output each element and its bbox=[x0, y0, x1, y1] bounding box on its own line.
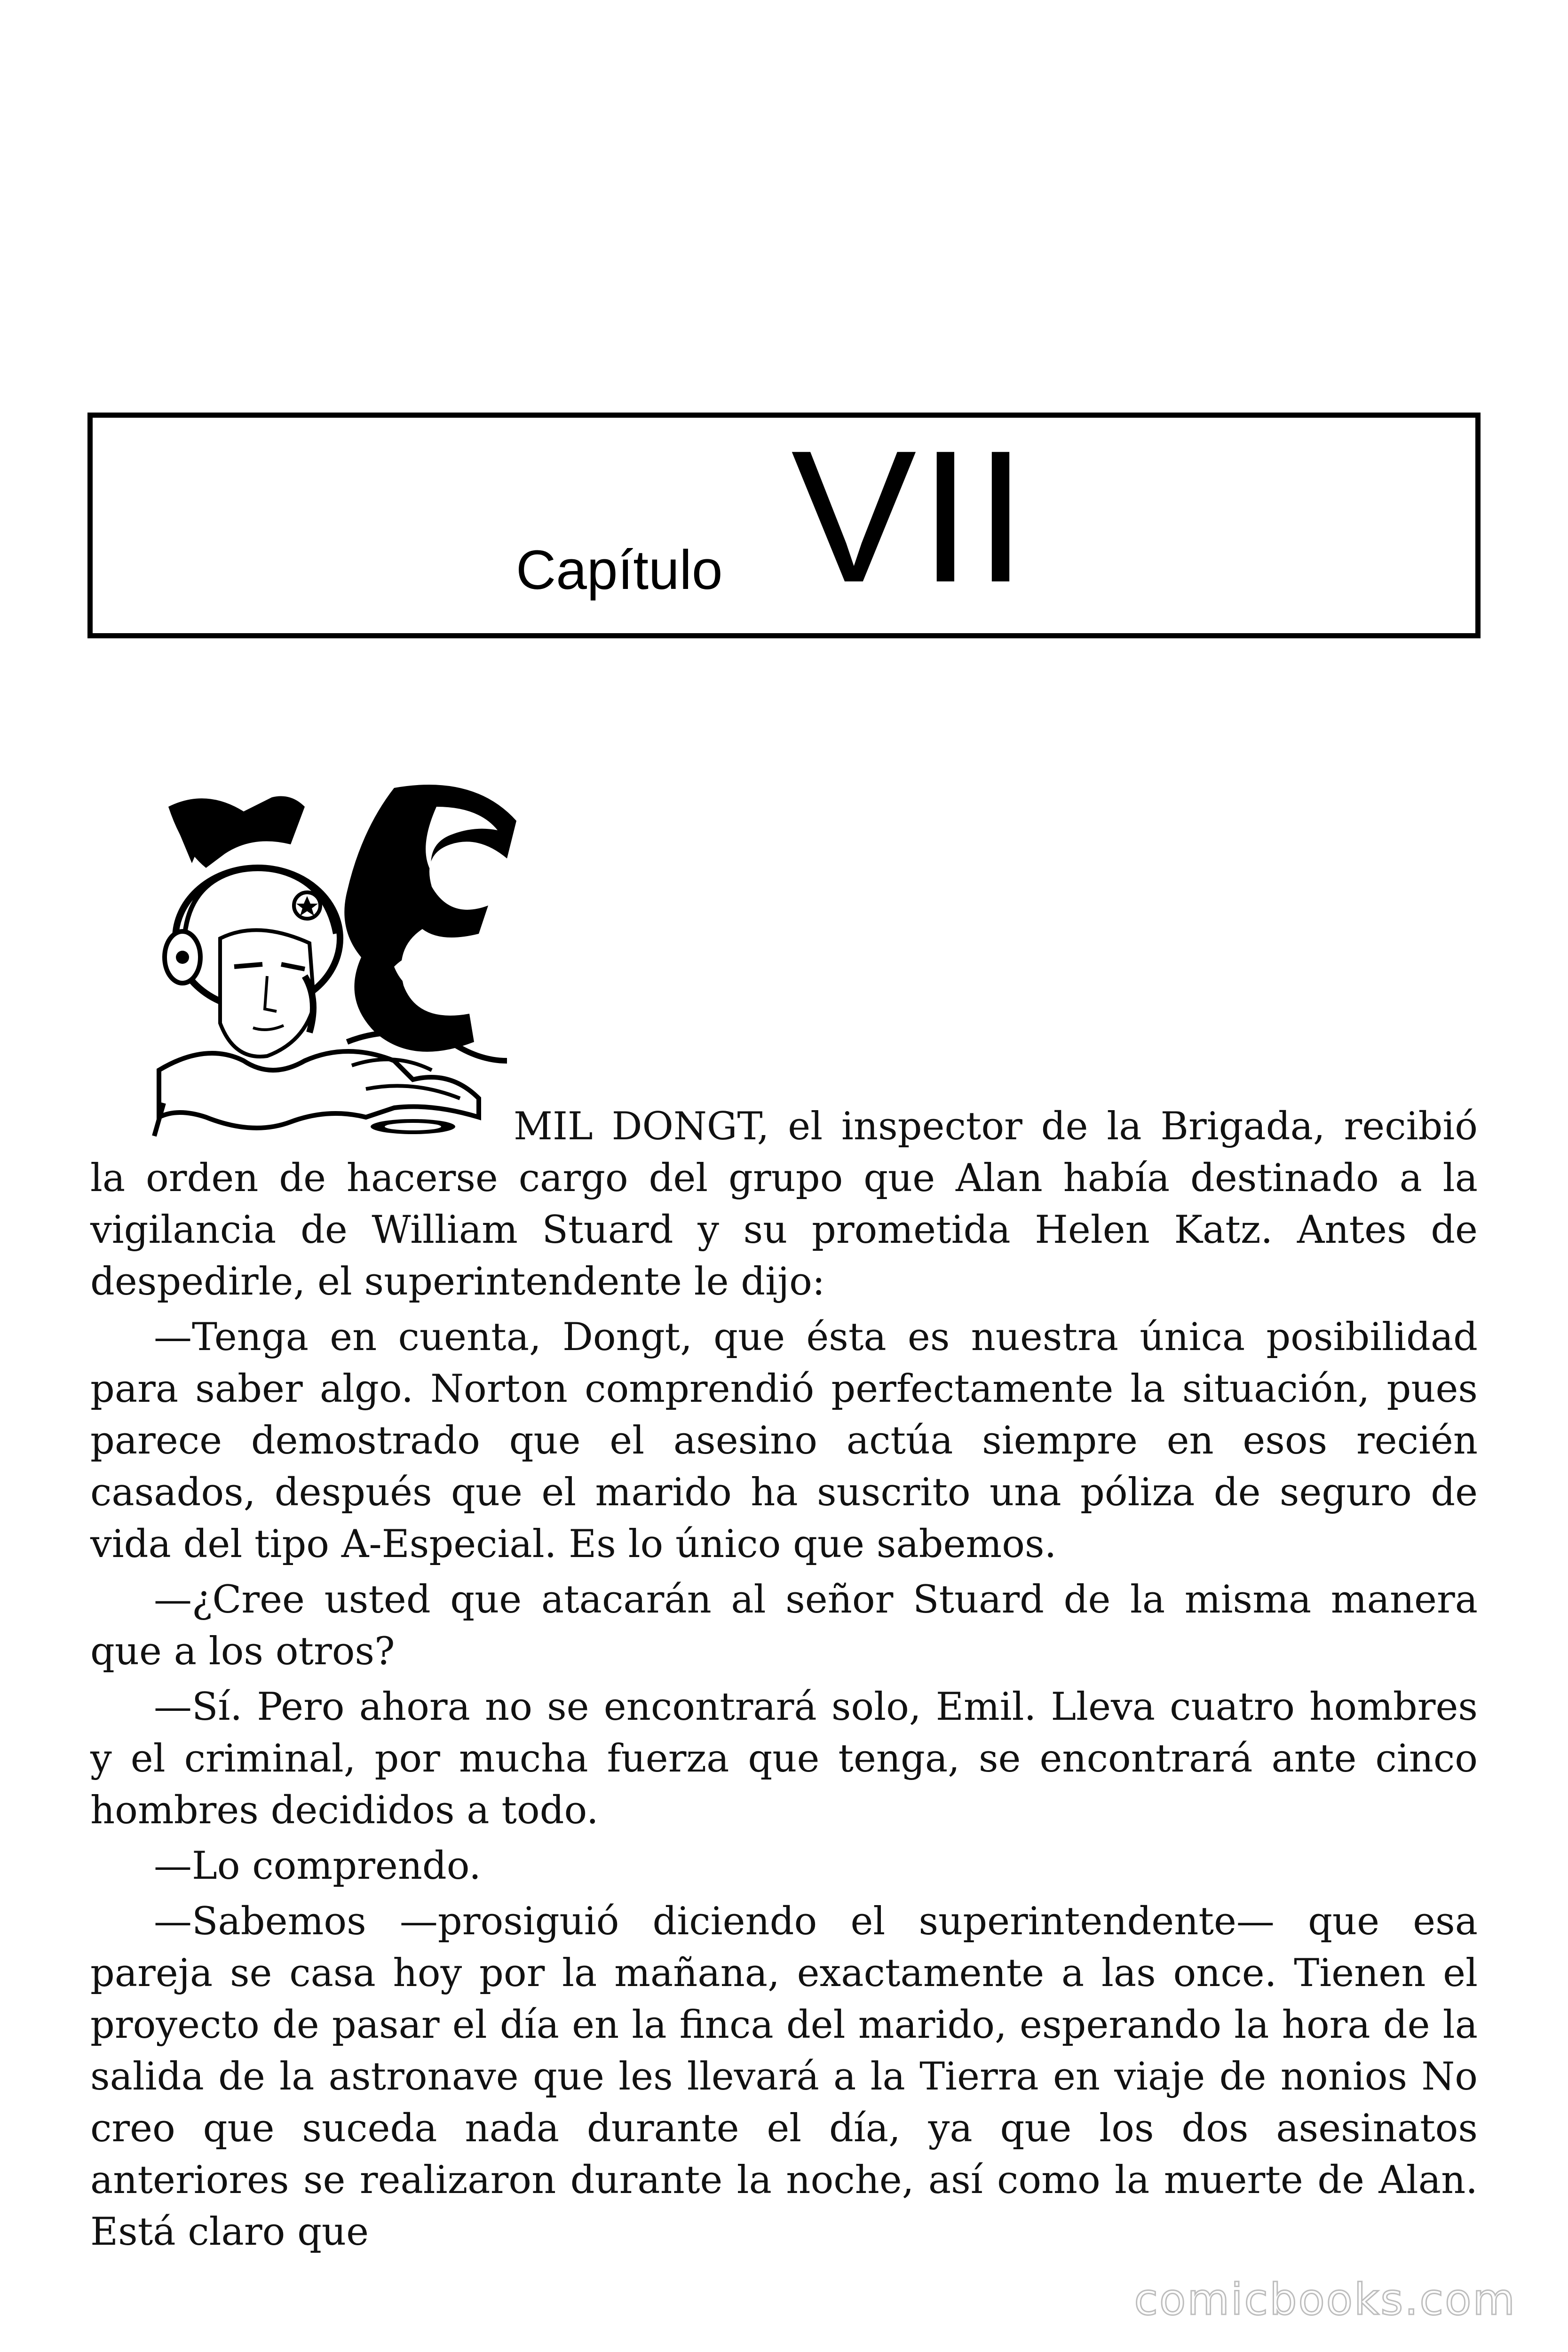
chapter-number: VII bbox=[791, 411, 1030, 621]
chapter-body-text bbox=[90, 1101, 1478, 2258]
chapter-heading-box bbox=[87, 413, 1481, 638]
paragraph-dialogue: —¿Cree usted que atacarán al señor Stuard de la misma manera que a los otros? bbox=[90, 1578, 1478, 1674]
astronaut-initial-e-illustration bbox=[150, 779, 521, 1141]
paragraph-dialogue: —Sí. Pero ahora no se encontrará solo, Emil. Lleva cuatro hombres y el criminal, por mucha fuerza que tenga, se encontrará ante cinco hombres decididos a todo. bbox=[90, 1685, 1478, 1833]
chapter-label: Capítulo bbox=[516, 539, 723, 601]
paragraph-dialogue: —Tenga en cuenta, Dongt, que ésta es nuestra única posibilidad para saber algo. Norton comprendió perfectamente la situación, pues parece demostrado que el asesino actúa siempre en esos recién casados, después que el marido ha suscrito una póliza de seguro de vida del tipo A-Especial. Es lo único que sabemos. bbox=[90, 1315, 1478, 1566]
paragraph-dialogue: —Sabemos —prosiguió diciendo el superintendente— que esa pareja se casa hoy por la mañana, exactamente a las once. Tienen el proyecto de pasar el día en la finca del marido, esperando la hora de la salida de la astronave que les llevará a la Tierra en viaje de nonios No creo que suceda nada durante el día, ya que los dos asesinatos anteriores se realizaron durante la noche, así como la muerte de Alan. Está claro que bbox=[90, 1899, 1478, 2254]
paragraph-opening: MIL DONGT, el inspector de la Brigada, recibió la orden de hacerse cargo del grupo que Alan había destinado a la vigilancia de William Stuard y su prometida Helen Katz. Antes de despedirle, el superintendente le dijo: bbox=[90, 1104, 1478, 1304]
paragraph-dialogue: —Lo comprendo. bbox=[154, 1844, 481, 1888]
watermark: comicbooks.com bbox=[1134, 2274, 1516, 2325]
